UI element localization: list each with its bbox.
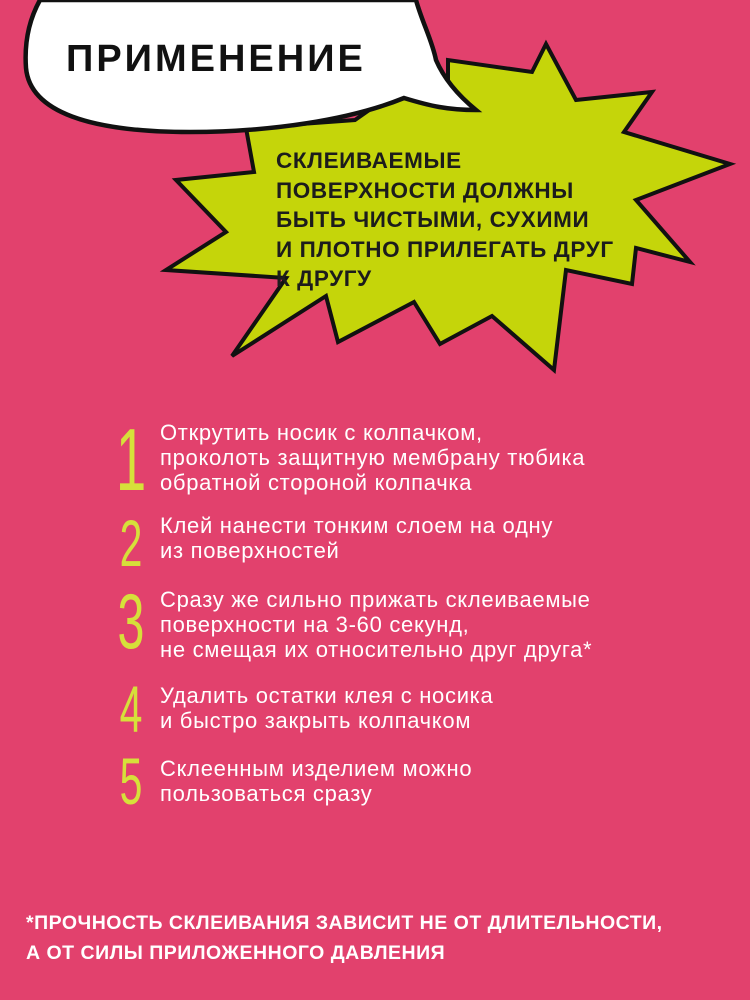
burst-line: ПОВЕРХНОСТИ ДОЛЖНЫ	[276, 177, 574, 203]
footnote-line: А ОТ СИЛЫ ПРИЛОЖЕННОГО ДАВЛЕНИЯ	[26, 942, 446, 964]
step-line: не смещая их относительно друг друга*	[160, 637, 593, 662]
burst-line: И ПЛОТНО ПРИЛЕГАТЬ ДРУГ	[276, 236, 614, 262]
footnote	[26, 908, 741, 968]
step-number: 5	[119, 744, 143, 818]
burst-line: БЫТЬ ЧИСТЫМИ, СУХИМИ	[276, 207, 590, 232]
step-number: 4	[119, 672, 143, 746]
step-text	[160, 587, 720, 662]
step-text	[160, 683, 720, 733]
step-number: 1	[115, 410, 147, 509]
step-line: Клей нанести тонким слоем на одну	[160, 513, 554, 538]
step-number: 2	[119, 506, 143, 580]
step-line: поверхности на 3-60 секунд,	[160, 612, 470, 637]
step-line: из поверхностей	[160, 538, 340, 563]
footnote-line: *ПРОЧНОСТЬ СКЛЕИВАНИЯ ЗАВИСИТ НЕ ОТ ДЛИТЕЛЬНОСТИ,	[26, 912, 663, 934]
step-line: и быстро закрыть колпачком	[160, 708, 472, 733]
step-text	[160, 420, 720, 495]
step-text	[160, 513, 720, 563]
step-text	[160, 756, 720, 806]
step-line: проколоть защитную мембрану тюбика	[160, 445, 586, 470]
burst-line: СКЛЕИВАЕМЫЕ	[276, 148, 462, 173]
step-line: Сразу же сильно прижать склеиваемые	[160, 587, 591, 612]
step-number: 3	[117, 577, 145, 665]
step-line: пользоваться сразу	[160, 781, 373, 806]
page-title: ПРИМЕНЕНИЕ	[66, 38, 366, 80]
burst-callout	[276, 146, 616, 294]
step-line: Склеенным изделием можно	[160, 756, 473, 781]
step-line: Удалить остатки клея с носика	[160, 683, 494, 708]
burst-line: К ДРУГУ	[276, 266, 372, 291]
step-line: Открутить носик с колпачком,	[160, 420, 483, 445]
step-line: обратной стороной колпачка	[160, 470, 473, 495]
